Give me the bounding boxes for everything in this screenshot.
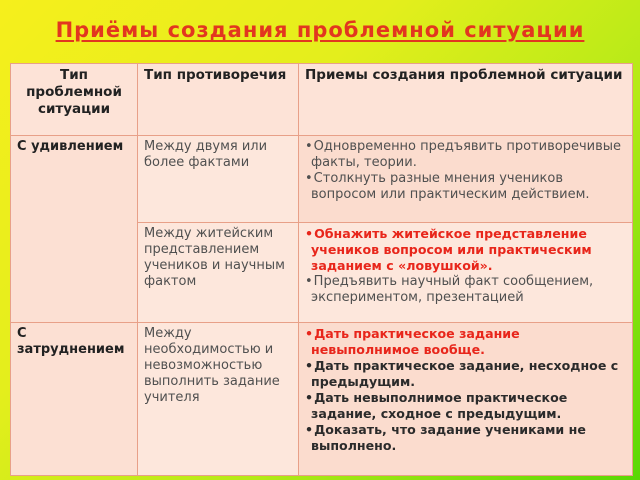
methods-cell bbox=[299, 223, 633, 323]
method-item: • Дать невыполнимое практическое задание, сходное с предыдущим. bbox=[305, 390, 626, 422]
problem-situation-table bbox=[10, 63, 633, 476]
contradiction-cell: Между двумя или более фактами bbox=[138, 136, 299, 223]
table-header-row bbox=[11, 64, 633, 136]
table-row bbox=[11, 136, 633, 223]
header-contradiction-type: Тип противоречия bbox=[138, 64, 299, 136]
method-item: • Дать практическое задание, несходное с предыдущим. bbox=[305, 358, 626, 390]
header-methods: Приемы создания проблемной ситуации bbox=[299, 64, 633, 136]
contradiction-cell: Между необходимостью и невозможностью выполнить задание учителя bbox=[138, 323, 299, 476]
method-item: • Предъявить научный факт сообщением, экспериментом, презентацией bbox=[305, 274, 626, 306]
table-row bbox=[11, 323, 633, 476]
situation-type-difficulty: С затруднением bbox=[11, 323, 138, 476]
method-item: • Доказать, что задание учениками не выполнено. bbox=[305, 422, 626, 454]
slide-title: Приёмы создания проблемной ситуации bbox=[55, 18, 585, 42]
contradiction-cell: Между житейским представлением учеников и научным фактом bbox=[138, 223, 299, 323]
method-item: • Столкнуть разные мнения учеников вопросом или практическим действием. bbox=[305, 171, 626, 203]
method-item: • Дать практическое задание невыполнимое вообще. bbox=[305, 326, 626, 358]
situation-type-surprise: С удивлением bbox=[11, 136, 138, 323]
method-item: • Одновременно предъявить противоречивые факты, теории. bbox=[305, 139, 626, 171]
methods-cell bbox=[299, 136, 633, 223]
header-situation-type: Тип проблемной ситуации bbox=[11, 64, 138, 136]
methods-cell bbox=[299, 323, 633, 476]
method-item: • Обнажить житейское представление учеников вопросом или практическим заданием с «ловушкой». bbox=[305, 226, 626, 274]
